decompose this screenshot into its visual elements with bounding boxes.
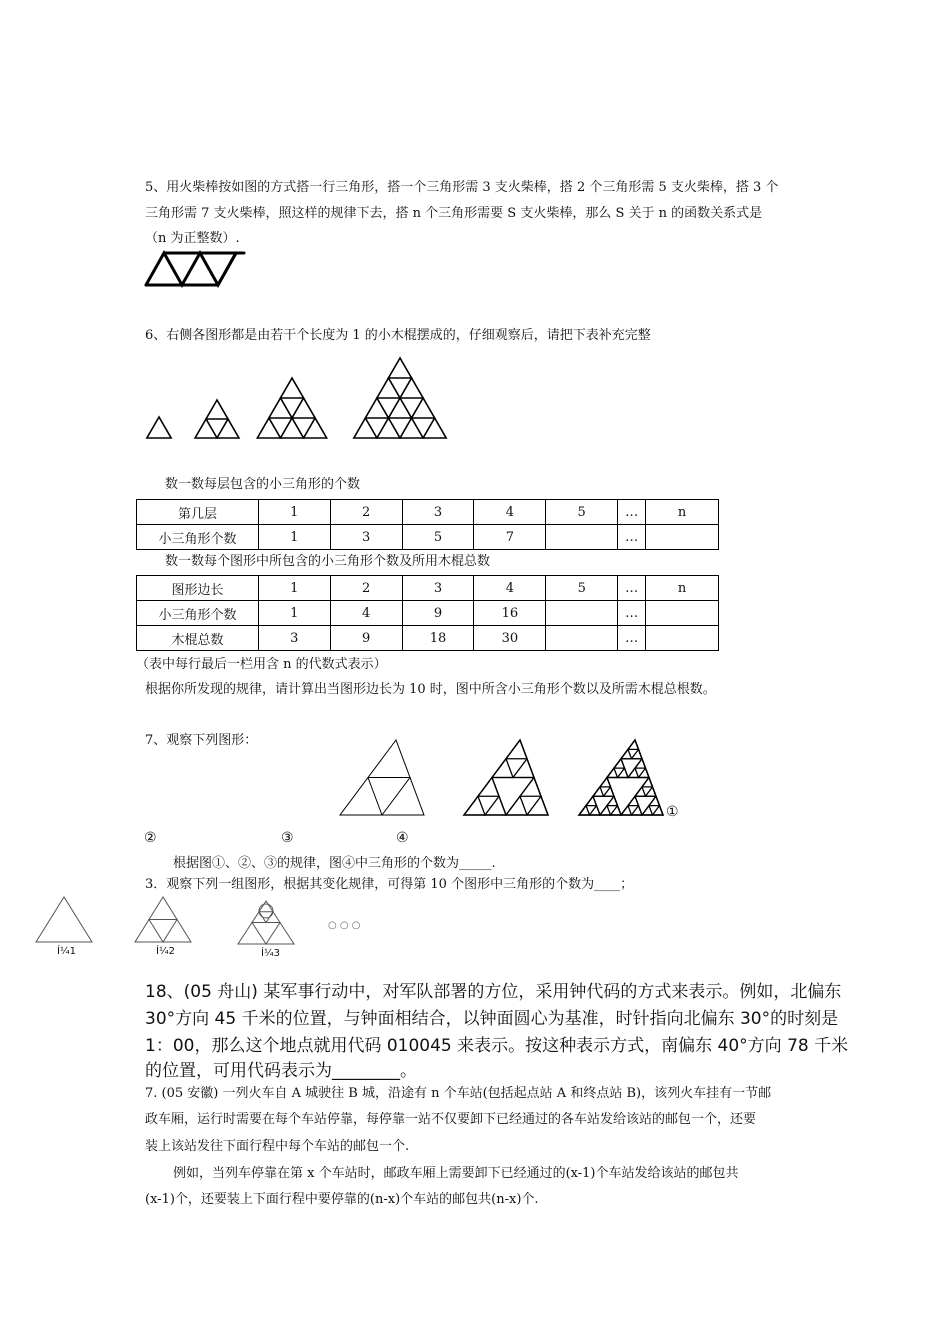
sierpinski-figure-2: [462, 738, 572, 818]
q18-line1: 18、(05 舟山) 某军事行动中，对军队部署的方位，采用钟代码的方式来表示。例如，北偏东: [145, 982, 842, 1002]
table-cell: 1: [258, 525, 330, 550]
table-row: [137, 525, 719, 550]
q5-line2: 三角形需 7 支火柴棒，照这样的规律下去，搭 n 个三角形需要 S 支火柴棒，那么 S 关于 n 的函数关系式是: [145, 206, 763, 221]
table-row: [137, 601, 719, 626]
q18-line2: 30°方向 45 千米的位置，与钟面相结合，以钟面圆心为基准，时针指向北偏东 30°的时刻是: [145, 1009, 839, 1029]
table-cell: [646, 626, 719, 651]
table-cell: 5: [402, 525, 474, 550]
table-cell: 30: [474, 626, 546, 651]
q7b-line4: 例如，当列车停靠在第 x 个车站时，邮政车厢上需要卸下已经通过的(x-1)个车站发给该站的邮包共: [173, 1166, 739, 1181]
q7-intro: 7、观察下列图形：: [145, 733, 258, 748]
q7-question: 根据图①、②、③的规律，图④中三角形的个数为_____.: [173, 856, 496, 871]
figure-mark-4: ④: [396, 830, 409, 846]
q5-line3: （n 为正整数）.: [145, 231, 240, 246]
table-cell: 5: [546, 576, 618, 601]
figure-mark-1: ①: [666, 804, 679, 820]
table-cell: 2: [330, 576, 402, 601]
q7b-line2: 政车厢，运行时需要在每个车站停靠，每停靠一站不仅要卸下已经通过的各车站发给该站的邮包一个，还要: [145, 1112, 757, 1127]
sierpinski-figure-1: [338, 738, 448, 818]
table-cell: 3: [402, 500, 474, 525]
table-cell: 16: [474, 601, 546, 626]
table-cell: 9: [330, 626, 402, 651]
triangle-figure-side-4: [354, 358, 446, 438]
q3-text: 3．观察下列一组图形，根据其变化规律，可得第 10 个图形中三角形的个数为____；: [145, 877, 634, 892]
table-cell: 图形边长: [137, 576, 259, 601]
q5-line1: 5、用火柴棒按如图的方式搭一行三角形，搭一个三角形需 3 支火柴棒，搭 2 个三角形需 5 支火柴棒，搭 3 个: [145, 180, 779, 195]
table-cell: 2: [330, 500, 402, 525]
table-cell: 4: [474, 576, 546, 601]
table-cell: 4: [330, 601, 402, 626]
table-cell: [546, 626, 618, 651]
table-cell: 4: [474, 500, 546, 525]
triangle-figure-side-1: [147, 417, 171, 438]
q6-table1-caption: 数一数每层包含的小三角形的个数: [165, 477, 361, 492]
table-cell: [546, 601, 618, 626]
table-row: [137, 500, 719, 525]
table-cell: 1: [258, 576, 330, 601]
table-cell: 1: [258, 500, 330, 525]
table-cell: 7: [474, 525, 546, 550]
figure-mark-2: ②: [144, 830, 157, 846]
table-cell: n: [646, 576, 719, 601]
q7b-line1: 7. (05 安徽) 一列火车自 A 城驶往 B 城，沿途有 n 个车站(包括起点站 A 和终点站 B)，该列火车挂有一节邮: [145, 1086, 772, 1101]
figure-count-table: [136, 575, 719, 651]
q6-table2-caption: 数一数每个图形中所包含的小三角形个数及所用木棍总数: [165, 554, 491, 569]
q6-intro: 6、右侧各图形都是由若干个长度为 1 的小木棍摆成的，仔细观察后，请把下表补充完整: [145, 328, 651, 343]
table-cell: …: [618, 576, 646, 601]
table-cell: [546, 525, 618, 550]
q7b-line5: (x-1)个，还要装上下面行程中要停靠的(n-x)个车站的邮包共(n-x)个.: [145, 1192, 539, 1207]
table-cell: 9: [402, 601, 474, 626]
triangle-figure-side-3: [257, 378, 326, 438]
table-cell: …: [618, 626, 646, 651]
q3-fig3-label: Í¼3: [261, 948, 281, 959]
table-cell: 小三角形个数: [137, 601, 259, 626]
table-cell: …: [618, 500, 646, 525]
q18-line4: 的位置，可用代码表示为________。: [145, 1061, 417, 1081]
table-row: [137, 626, 719, 651]
q18-line3: 1：00，那么这个地点就用代码 010045 来表示。按这种表示方式，南偏东 40°方向 78 千米: [145, 1036, 849, 1056]
table-cell: 第几层: [137, 500, 259, 525]
table-cell: …: [618, 601, 646, 626]
table-cell: 1: [258, 601, 330, 626]
table-cell: 3: [330, 525, 402, 550]
table-cell: [646, 525, 719, 550]
table-cell: [646, 601, 719, 626]
table-row: [137, 576, 719, 601]
q6-note: （表中每行最后一栏用含 n 的代数式表示）: [136, 657, 387, 672]
table-cell: 3: [258, 626, 330, 651]
q6-question: 根据你所发现的规律，请计算出当图形边长为 10 时，图中所含小三角形个数以及所需木棍总根数。: [145, 682, 716, 697]
table-cell: 18: [402, 626, 474, 651]
q3-continuation-dots: ○ ○ ○: [328, 920, 361, 931]
table-cell: 5: [546, 500, 618, 525]
q3-fig2-label: Í¼2: [156, 946, 176, 957]
table-cell: 木棍总数: [137, 626, 259, 651]
triangle-figure-side-2: [195, 400, 239, 438]
table-cell: 3: [402, 576, 474, 601]
table-cell: n: [646, 500, 719, 525]
q3-fig1-label: Í¼1: [57, 946, 77, 957]
table-cell: …: [618, 525, 646, 550]
q7b-line3: 装上该站发往下面行程中每个车站的邮包一个.: [145, 1139, 410, 1154]
figure-mark-3: ③: [281, 830, 294, 846]
layer-count-table: [136, 499, 719, 550]
table-cell: 小三角形个数: [137, 525, 259, 550]
